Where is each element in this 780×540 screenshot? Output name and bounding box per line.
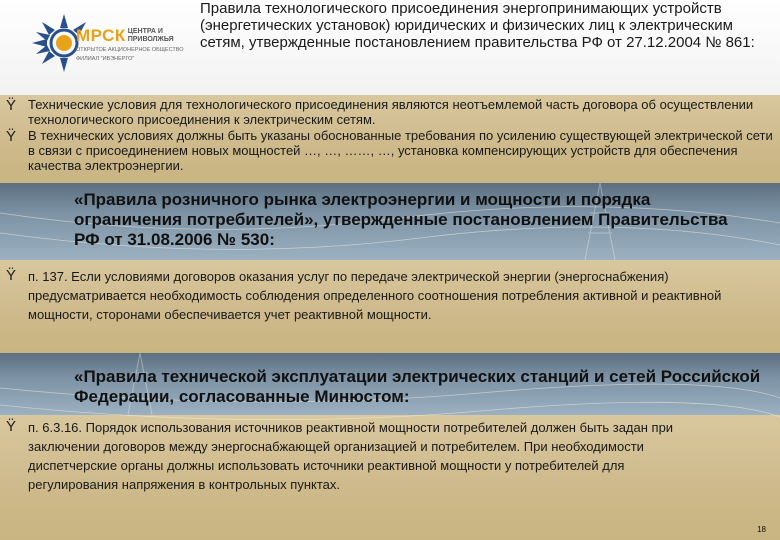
bullet-marker: Ÿ — [6, 97, 17, 114]
list-item-text: В технических условиях должны быть указаны обоснованные требования по усилению существующей электрической сети в связи с присоединением новых мощностей …, …, ……, …, установка компенсирующих устройств для обеспечения качества электроэнергии. — [28, 128, 773, 173]
list-item — [6, 418, 776, 494]
logo-brand: МРСК — [76, 26, 126, 45]
list-item-text: п. 137. Если условиями договоров оказания услуг по передаче электрической энергии (энергоснабжения) предусматривается необходимость соблюдения определенного соотношения потребления активной и реактивной мощности, сторонами обеспечивается учет реактивной мощности. — [28, 269, 722, 322]
bullet-marker: Ÿ — [6, 128, 17, 145]
page-number: 18 — [757, 525, 766, 534]
section-2-heading: «Правила розничного рынка электроэнергии и мощности и порядка ограничения потребителей», утвержденные постановлением Правительства РФ от 31.08.2006 № 530: — [74, 190, 728, 249]
bullet-marker: Ÿ — [6, 267, 17, 284]
list-item — [6, 128, 776, 173]
company-logo — [28, 8, 188, 78]
section-3-heading: «Правила технической эксплуатации электрических станций и сетей Российской Федерации, согласованные Минюстом: — [74, 367, 761, 406]
header-title: Правила технологического присоединения энергопринимающих устройств (энергетических установок) юридических и физических лиц к электрическим сетям, утвержденные постановлением правительства РФ от 27.12.2004 № 861: — [200, 0, 755, 51]
logo-text — [76, 26, 188, 62]
list-item-text: Технические условия для технологического присоединения являются неотъемлемой часть договора об осуществлении технологического присоединения к электрическим сетям. — [28, 97, 754, 127]
logo-subtitle: ОТКРЫТОЕ АКЦИОНЕРНОЕ ОБЩЕСТВО — [76, 47, 184, 53]
logo-side: ЦЕНТРА И ПРИВОЛЖЬЯ — [127, 28, 174, 43]
list-item — [6, 267, 776, 324]
logo-filial: ФИЛИАЛ "ИВЭНЕРГО" — [76, 56, 135, 62]
list-item-text: п. 6.3.16. Порядок использования источников реактивной мощности потребителей должен быть задан при заключении договоров между энергоснабжающей организацией и потребителем. При необходимости диспетчерские органы должны использовать источники реактивной мощности у потребителей для регулирования напряжения в контрольных пунктах. — [28, 420, 674, 492]
bullet-marker: Ÿ — [6, 418, 17, 435]
list-item — [6, 97, 776, 127]
